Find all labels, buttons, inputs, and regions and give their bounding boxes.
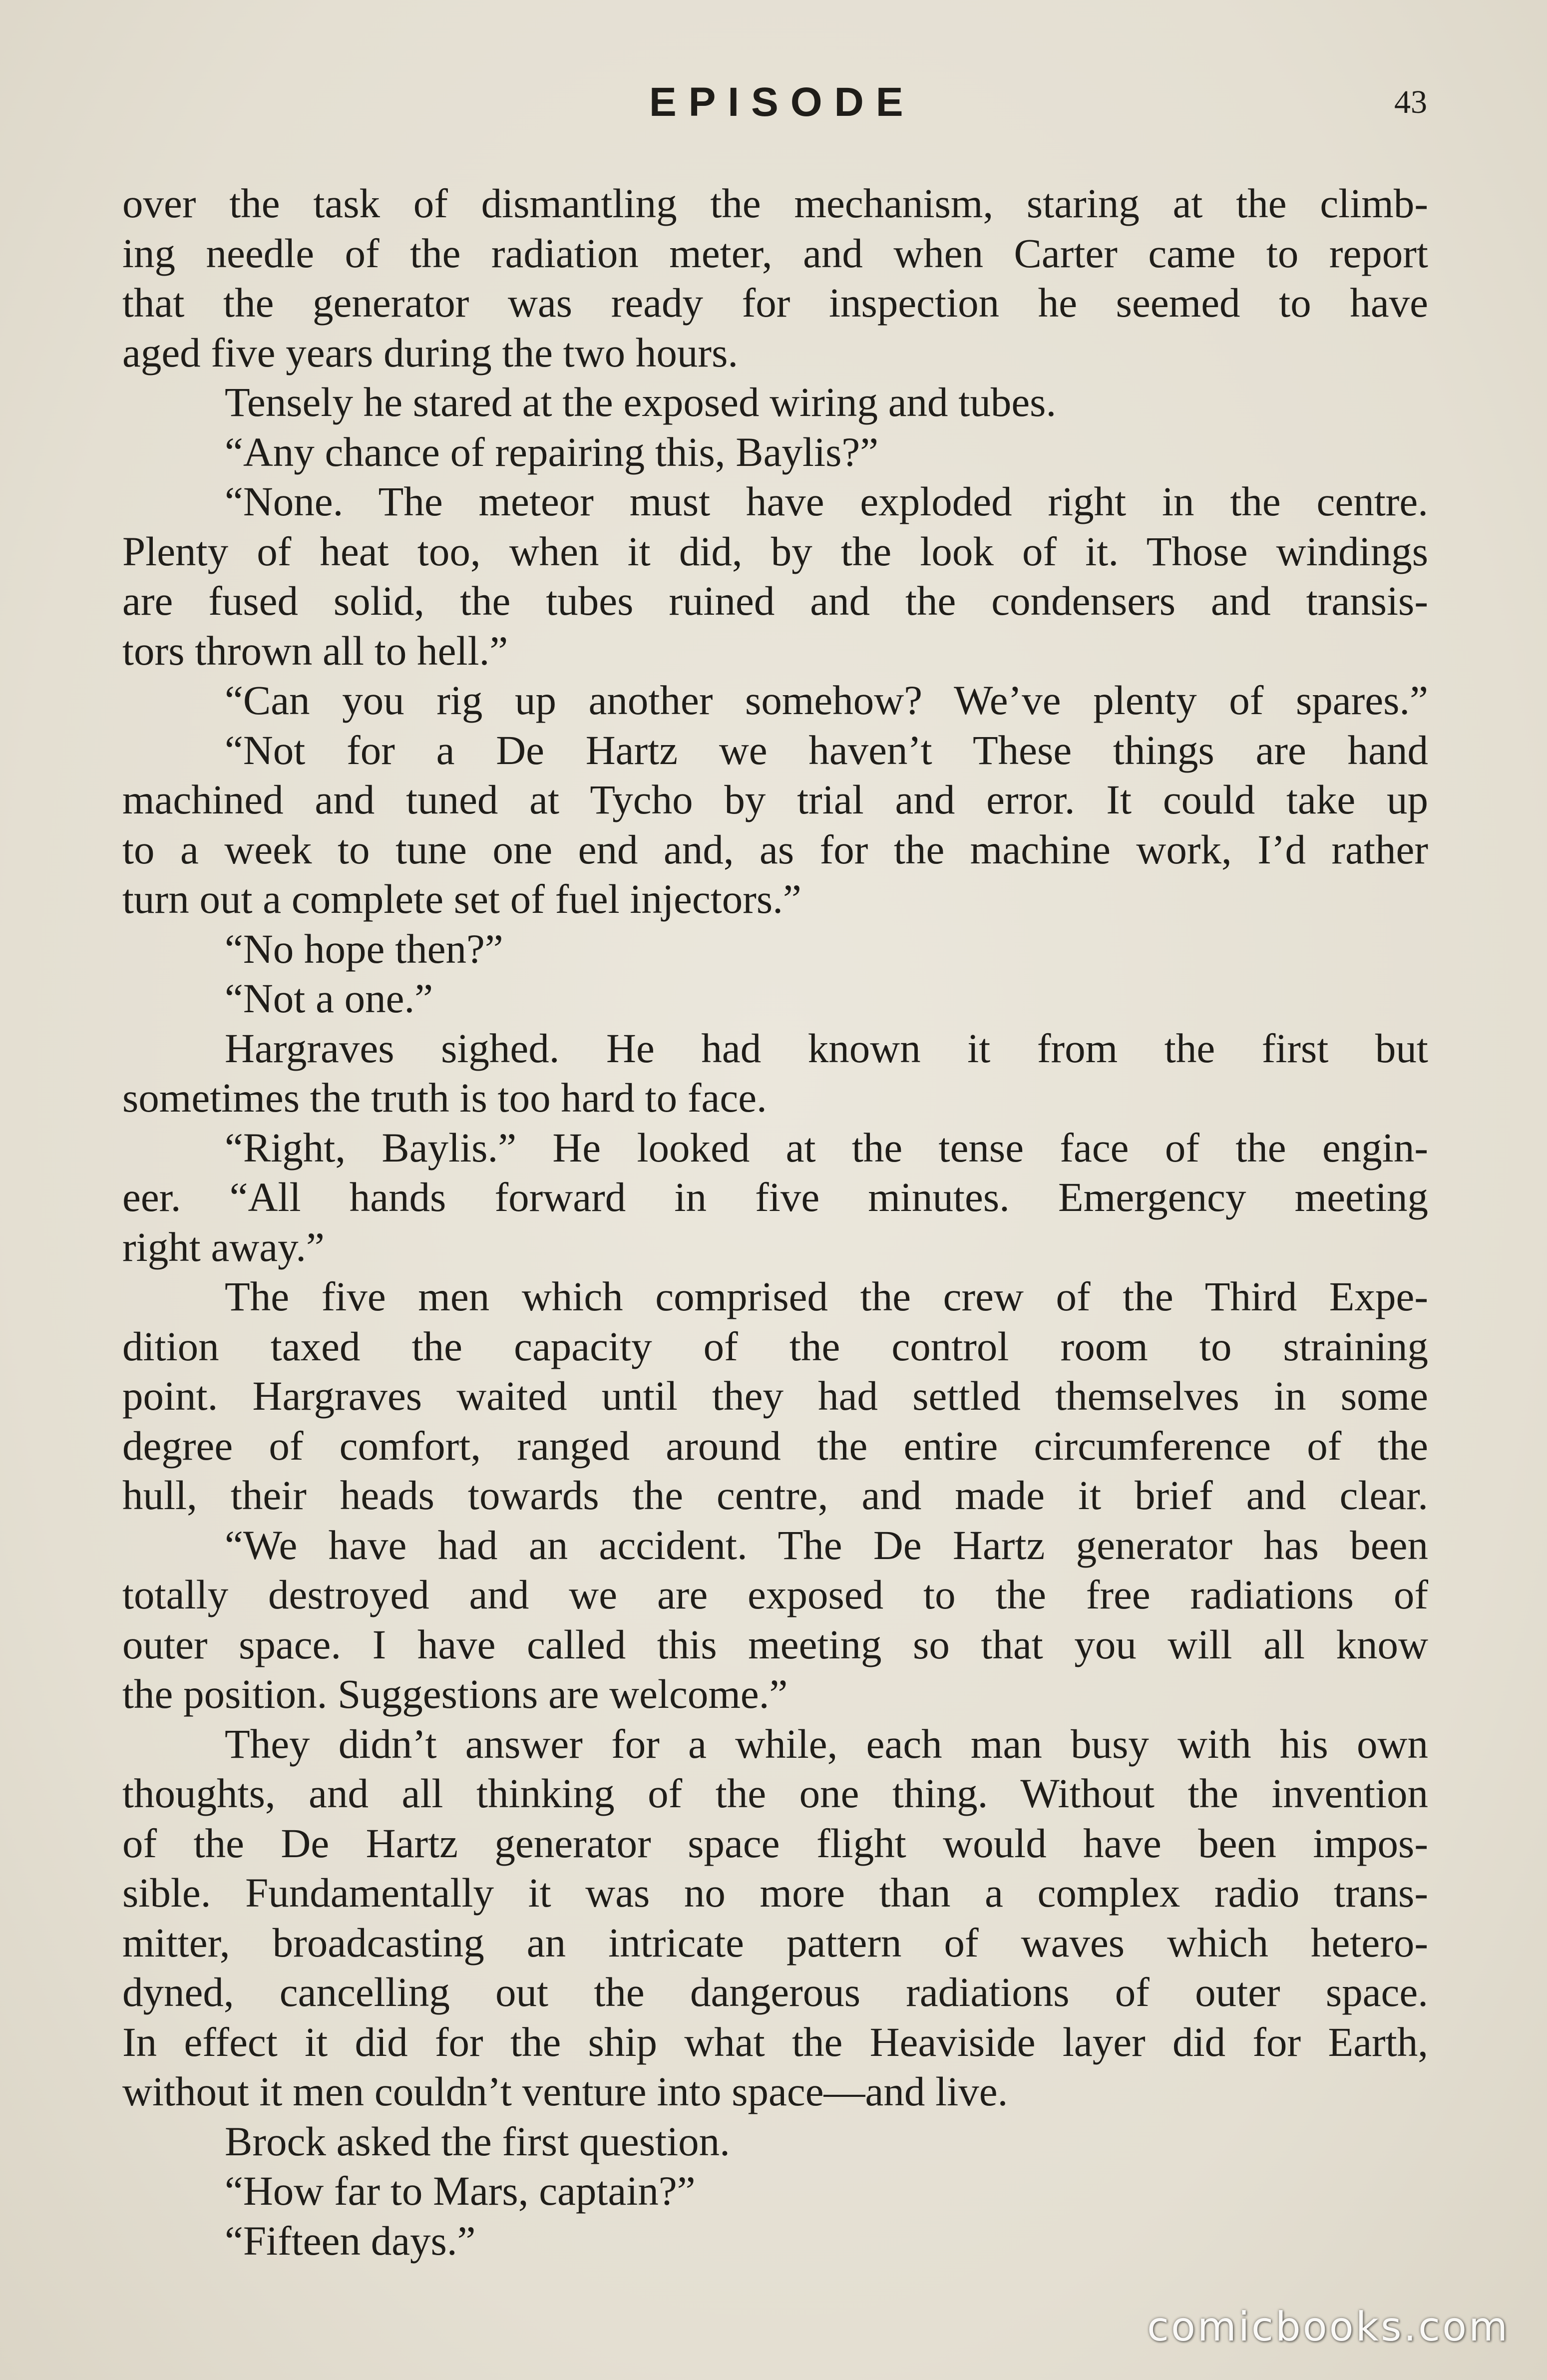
text-line: “No hope then?” — [225, 925, 503, 972]
text-line: point. Hargraves waited until they had settled themselves in some — [122, 1373, 1428, 1419]
text-line: sometimes the truth is too hard to face. — [122, 1075, 767, 1121]
text-line: Tensely he stared at the exposed wiring and tubes. — [225, 379, 1057, 425]
text-line: “Fifteen days.” — [225, 2217, 476, 2264]
text-line: “Any chance of repairing this, Baylis?” — [225, 428, 879, 475]
page-header — [0, 75, 1547, 130]
text-line: are fused solid, the tubes ruined and the condensers and transis- — [122, 578, 1428, 624]
text-line: Hargraves sighed. He had known it from the first but — [225, 1025, 1428, 1071]
text-line: mitter, broadcasting an intricate pattern of waves which hetero- — [122, 1919, 1428, 1966]
text-line: “Right, Baylis.” He looked at the tense face of the engin- — [225, 1124, 1428, 1171]
text-line: over the task of dismantling the mechanism, staring at the climb- — [122, 180, 1428, 226]
text-line: eer. “All hands forward in five minutes. Emergency meeting — [122, 1174, 1428, 1220]
text-line: “Not for a De Hartz we haven’t These things are hand — [225, 727, 1428, 773]
text-line: right away.” — [122, 1223, 325, 1270]
text-line: The five men which comprised the crew of the Third Expe- — [225, 1273, 1428, 1319]
text-line: totally destroyed and we are exposed to the free radiations of — [122, 1572, 1428, 1617]
text-line: machined and tuned at Tycho by trial and error. It could take up — [122, 777, 1428, 822]
text-line: “How far to Mars, captain?” — [225, 2168, 696, 2214]
text-line: sible. Fundamentally it was no more than a complex radio trans- — [122, 1870, 1428, 1916]
text-line: outer space. I have called this meeting so that you will all know — [122, 1621, 1428, 1667]
text-line: “None. The meteor must have exploded right in the centre. — [225, 478, 1428, 524]
text-line: “Not a one.” — [225, 975, 433, 1021]
text-line: degree of comfort, ranged around the entire circumference of the — [122, 1422, 1428, 1469]
watermark: comicbooks.com — [1147, 2304, 1510, 2350]
running-head: EPISODE — [649, 79, 915, 125]
text-line: of the De Hartz generator space flight would have been impos- — [122, 1820, 1428, 1866]
text-line: In effect it did for the ship what the Heaviside layer did for Earth, — [122, 2018, 1428, 2065]
text-line: without it men couldn’t venture into space—and live. — [122, 2068, 1008, 2114]
text-line: dyned, cancelling out the dangerous radiations of outer space. — [122, 1969, 1428, 2015]
text-line: They didn’t answer for a while, each man busy with his own — [225, 1720, 1428, 1767]
text-line: the position. Suggestions are welcome.” — [122, 1671, 788, 1717]
text-line: to a week to tune one end and, as for the machine work, I’d rather — [122, 826, 1428, 872]
text-line: that the generator was ready for inspection he seemed to have — [122, 280, 1428, 326]
text-line: Brock asked the first question. — [225, 2118, 730, 2164]
text-line: dition taxed the capacity of the control room to straining — [122, 1323, 1428, 1369]
page-number: 43 — [1394, 84, 1427, 120]
text-line: thoughts, and all thinking of the one thing. Without the invention — [122, 1770, 1428, 1816]
text-line: “We have had an accident. The De Hartz generator has been — [225, 1522, 1428, 1568]
body-text — [122, 179, 1428, 2266]
text-line: ing needle of the radiation meter, and when Carter came to report — [122, 230, 1428, 276]
text-line: tors thrown all to hell.” — [122, 627, 508, 674]
text-line: Plenty of heat too, when it did, by the look of it. Those windings — [122, 528, 1428, 574]
text-line: aged five years during the two hours. — [122, 329, 739, 376]
text-line: “Can you rig up another somehow? We’ve plenty of spares.” — [225, 677, 1428, 723]
text-line: turn out a complete set of fuel injectors.” — [122, 876, 801, 922]
text-line: hull, their heads towards the centre, and made it brief and clear. — [122, 1472, 1428, 1518]
